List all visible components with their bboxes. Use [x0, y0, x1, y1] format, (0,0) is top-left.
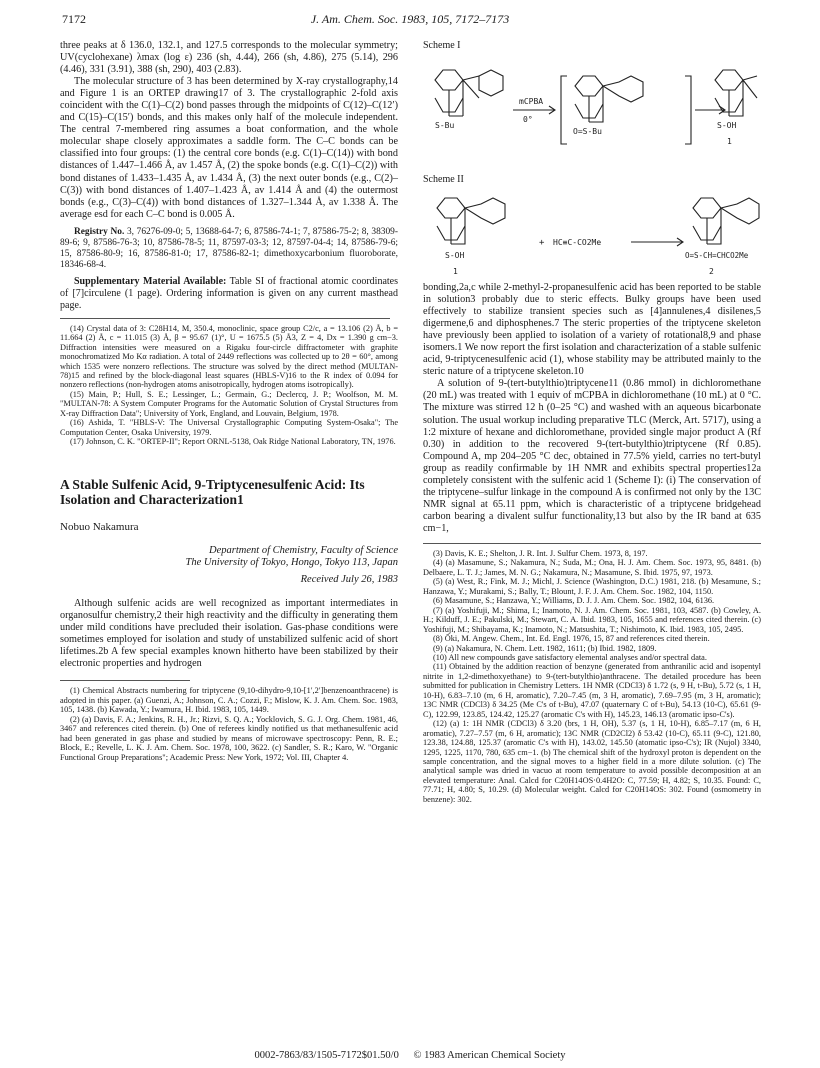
author: Nobuo Nakamura [60, 520, 139, 533]
triptycene-structure [575, 76, 643, 122]
footer-code: 0002-7863/83/1505-7172$01.50/0 [254, 1050, 399, 1061]
scheme-2-compound-1: 1 [453, 267, 458, 277]
triptycene-structure [437, 198, 505, 244]
supplementary-material [60, 276, 398, 312]
footnote: (16) Ashida, T. "HBLS-V: The Universal Crystallographic Computing System-Osaka"; The Computation Center, Osaka University, 1979. [60, 418, 398, 437]
scheme-2-product-label: O=S-CH=CHCO2Me [685, 251, 749, 261]
footnote-rule [60, 318, 390, 319]
triptycene-structure [715, 70, 757, 116]
scheme-1-diagram [423, 52, 761, 162]
scheme-1-label: Scheme I [423, 40, 461, 51]
footnote: (12) (a) 1: 1H NMR (CDCl3) δ 3.20 (brs, 1 H, OH), 5.37 (s, 1 H, 10-H), 6.85–7.17 (m, 6 H, aromatic), 7.27–7.57 (m, 6 H, aromatic); 13C NMR (CD2Cl2) δ 53.42 (10-C), 65.11 (9-C), 121.80, 123.38, 124.88, 125.37 (aromatic C's with H), 143.02, 145.50 (atomatic ipso-C's); IR (Nujol) 3340, 1295, 1225, 1170, 780, 635 cm−1. (b) The chemical shift of the hydroxyl proton is dependent on the sample concentration, and the signal moves to a higher field in a more dilute solution. (c) The analytical sample was dried in vacuo at room temperature to avoid possible decomposition at an elevated temperature: Anal. Calcd for C20H14OS·0.4H2O: C, 77.59; H, 4.82; S, 10.35. Found: C, 77.71; H, 4.80; S, 10.29. (d) Molecular weight. Calcd for C20H14OS: 302. Found (osmometry in benzene): 302. [423, 719, 761, 804]
affiliation-univ: The University of Tokyo, Hongo, Tokyo 113, Japan [185, 557, 398, 569]
footnotes-block [60, 324, 398, 447]
body-paragraph: The molecular structure of 3 has been determined by X-ray crystallography,14 and Figure 1 is an ORTEP drawing17 of 3. The crystallographic 2-fold axis coincident with the C(1)–C(2) bond passes through the midpoints of C(12)–C(12′) and C(15)–C(15′) bonds, and this makes only half of the molecule independent. The central 7-membered ring assumes a boat conformation, and the whole molecular shape closely approximates a saddle form. The C–C bonds can be classified into four groups: (1) the central core bonds (e.g. C(1)–C(14)) with bond distances of 1.447–1.466 Å, av 1.457 Å, (2) the spoke bonds (e.g. C(1)–C(2)) with bond distanes of 1.433–1.435 Å, av 1.434 Å, (3) the next outer bonds (e.g., C(2)–C(3)) with bond distances of 1.407–1.423 Å, av 1.414 Å and (4) the outermost bonds (e.g., C(3)–C(4)) with bond distances of 1.327–1.344 Å, av 1.338 Å. The average esd for each C–C bond is 0.005 Å. [60, 76, 398, 220]
scheme-1-label-soh: S-OH [717, 121, 737, 131]
registry-text: 3, 76276-09-0; 5, 13688-64-7; 6, 87586-74-1; 7, 87586-75-2; 8, 38309-89-6; 9, 87586-76-3; 10, 87586-78-5; 11, 87597-03-3; 12, 87597-04-4; 14, 87586-79-6; 15, 87586-80-9; 16, 87586-81-0; 17, 87586-82-1; dimethoxycarbonium fluoroborate, 18346-68-4. [60, 226, 398, 270]
scheme-2-compound-2: 2 [709, 267, 714, 277]
footnote: (1) Chemical Abstracts numbering for triptycene (9,10-dihydro-9,10-[1′,2′]benzenoanthracene) is adopted in this paper. (a) Guenzi, A.; Johnson, C. A.; Cozzi, F.; Mislow, K. J. Am. Chem. Soc. 1983, 105, 1438. (b) Kawada, Y.; Iwamura, H. Ibid. 1983, 105, 1449. [60, 686, 398, 715]
footnote: (9) (a) Nakamura, N. Chem. Lett. 1982, 1611; (b) Ibid. 1982, 1809. [433, 643, 657, 653]
left-column [60, 40, 398, 762]
scheme-2-plus: + [539, 238, 545, 249]
footnote: (14) Crystal data of 3: C28H14, M, 350.4, monoclinic, space group C2/c, a = 13.106 (2) Å, b = 11.664 (2) Å, c = 11.015 (3) Å, β = 95.67 (1)°, U = 1675.5 (5) Å3, Z = 4, Dx = 1.390 g cm−3. Diffraction intensities were measured on a Rigaku four-circle diffractometer with graphite monochromatized Mo Kα radiation. A total of 2449 reflections was collected up to 2θ = 60°, among which 1535 were nonzero reflections. The structure was solved by the direct method (MULTAN-78)15 and refined by the block-diagonal least squares (HBLS-V)16 to the R index of 0.094 for nonzero reflections (non-hydrogen atoms anisotropically, hydrogen atoms isotropically). [60, 323, 398, 390]
article-title: A Stable Sulfenic Acid, 9-Triptycenesulfenic Acid: Its Isolation and Characterization1 [60, 476, 365, 507]
footnote: (6) Masamune, S.; Hanzawa, Y.; Williams, D. J. J. Am. Chem. Soc. 1982, 104, 6136. [433, 596, 715, 606]
right-column-body [423, 282, 761, 804]
scheme-2-label: Scheme II [423, 174, 464, 186]
registry-numbers [60, 227, 398, 271]
footnote: (4) (a) Masamune, S.; Nakamura, N.; Suda, M.; Ona, H. J. Am. Chem. Soc. 1973, 95, 8481. (b) Delbaere, L. T. J.; James, M. N. G.; Nakamura, N.; Masamune, S. Ibid. 1975, 97, 1973. [423, 558, 761, 577]
footnote-rule [423, 543, 761, 544]
footnote-rule [60, 680, 190, 681]
body-paragraph: Although sulfenic acids are well recognized as important intermediates in organosulfur chemistry,2 their high reactivity and the difficulty in generating them under mild conditions have precluded their isolation. Gas-phase conditions were sometimes employed for isolation and study of unstabilized sulfenic acid of short lifetimes.2b A few special examples known hitherto have been stabilized by their electronic properties and hydrogen [60, 598, 398, 670]
footnote: (15) Main, P.; Hull, S. E.; Lessinger, L.; Germain, G.; Declercq, J. P.; Woolfson, M. M. "MULTAN-78: A System Computer Programs for the Automatic Solution of Crystal Structures from X-ray Diffraction Data"; University of York, England, and Louvain, Belgium, 1978. [60, 389, 398, 418]
scheme-2-reagent: HC≡C-CO2Me [553, 238, 602, 248]
registry-label: Registry No. [74, 226, 125, 237]
footnote: (10) All new compounds gave satisfactory elemental analyses and/or spectral data. [433, 652, 707, 662]
footnotes-block [423, 549, 761, 804]
supplementary-text: Table SI of fractional atomic coordinates of [7]circulene (1 page). Ordering information is given on any current masthead page. [60, 275, 398, 311]
footnote: (11) Obtained by the addition reaction of benzyne (generated from anthranilic acid and isopentyl nitrite in 1,2-dimethoxyethane) to 9-(tert-butylthio)anthracene. The detailed procedure has been submitted for publication in Chemistry Letters. 1H NMR (CDCl3) δ 1.72 (s, 9 H, t-Bu), 5.72 (s, 1 H, 10-H), 6.83–7.10 (m, 6 H, aromatic), 7.20–7.45 (m, 3 H, aromatic), 7.69–7.95 (m, 3 H, aromatic); 13C NMR (CDCl3) δ 34.25 (Me C's of t-Bu), 47.07 (quaternary C of t-Bu), 54.13 (10-C), 65.61 (9-C), 122.99, 123.85, 124.42, 125.27 (aromatic C's with H), 145.23, 146.13 (aromatic ipso-C's). [423, 662, 761, 719]
footnote: (5) (a) West, R.; Fink, M. J.; Michl, J. Science (Washington, D.C.) 1981, 218. (b) Mesamune, S.; Hanzawa, Y.; Murakami, S.; Bally, T.; Blount, J. F. J. Am. Chem. Soc. 1982, 104, 1150. [423, 577, 761, 596]
scheme-1-label-sbu: S-Bu [435, 121, 455, 131]
received-date: Received July 26, 1983 [300, 573, 398, 585]
body-paragraph: bonding,2a,c while 2-methyl-2-propanesulfenic acid has been reported to be stable in solution3 probably due to steric effects. Bulky groups have been used effectively to stabilize transient species such as [4]annulenes,4 disilenes,5 digermene,6 and diphosphenes.7 The steric properties of the triptycene skeleton have previously been applied to isolation of a variety of rotational8,9 and phase isomers.1 We now report the first isolation and characterization of a stable sulfenic acid, 9-triptycenesulfenic acid (1), whose stability may be attributed mainly to the steric nature of a triptycene skeleton.10 [423, 282, 761, 378]
body-paragraph: three peaks at δ 136.0, 132.1, and 127.5 corresponds to the molecular symmetry; UV(cyclohexane) λmax (log ε) 236 (sh, 4.44), 266 (sh, 4.86), 275 (5.14), 296 (4.46), 331 (3.91), 388 (sh, 290), 403 (2.83). [60, 40, 398, 76]
right-column [423, 40, 761, 290]
footnotes-block [60, 686, 398, 762]
body-paragraph: A solution of 9-(tert-butylthio)triptycene11 (0.86 mmol) in dichloromethane (20 mL) was treated with 1 equiv of mCPBA in dichloromethane (10 mL) at 0 °C. The mixture was stirred 12 h (0–25 °C) and washed with an aqueous bicarbonate solution. The usual workup including preparative TLC (Merck, Art. 5717), using a 1:2 mixture of hexane and dichloromethane, provided single major product A (Rf 0.30) in addition to the recovered 9-(tert-butylthio)triptycene (Rf 0.85). Compound A, mp 204–205 °C dec, obtained in 77.5% yield, carries no tert-butyl group as readily confirmable by 1H NMR and exhibits spectral properties12a completely consistent with the sulfenic acid 1 (Scheme I): (i) The conservation of the triptycene–sulfur linkage in the compound A is confirmed not only by the 13C NMR signal at 65.11 ppm, which is characteristic of a triptycene bridgehead carbon bearing a divalent sulfur functionality,13 but also by the IR band at 635 cm−1, [423, 378, 761, 534]
journal-header: J. Am. Chem. Soc. 1983, 105, 7172–7173 [310, 12, 510, 26]
footnote: (3) Davis, K. E.; Shelton, J. R. Int. J. Sulfur Chem. 1973, 8, 197. [433, 548, 648, 558]
scheme-2-label-soh: S-OH [445, 251, 465, 261]
footnote: (8) Ōki, M. Angew. Chem., Int. Ed. Engl. 1976, 15, 87 and references cited therein. [433, 634, 710, 644]
supplementary-label: Supplementary Material Available: [74, 275, 227, 287]
footnote: (2) (a) Davis, F. A.; Jenkins, R. H., Jr.; Rizvi, S. Q. A.; Yocklovich, S. G. J. Org. Chem. 1981, 46, 3467 and references cited therein. (b) One of referees kindly notified us that methanesulfenic acid had been generated in gas phase and studied by means of microwave spectroscopy: Penn, R. E.; Block, E.; Revelle, L. K. J. Am. Chem. Soc. 1978, 100, 3622. (c) Sandler, S. R.; Karo, W. "Organic Functional Group Preparations"; Academic Press: New York, 1972; Vol. III, Chapter 4. [60, 714, 398, 762]
affiliation-dept: Department of Chemistry, Faculty of Science [209, 544, 398, 556]
triptycene-structure [693, 198, 759, 244]
scheme-2-diagram [423, 186, 761, 286]
scheme-1-reagent: mCPBA [519, 97, 544, 107]
scheme-1-label-osbu: O=S-Bu [573, 127, 602, 137]
footer-copyright: © 1983 American Chemical Society [413, 1050, 566, 1061]
footnote: (17) Johnson, C. K. "ORTEP-II"; Report ORNL-5138, Oak Ridge National Laboratory, TN, 1976. [70, 437, 396, 447]
footnote: (7) (a) Yoshifuji, M.; Shima, I.; Inamoto, N. J. Am. Chem. Soc. 1981, 103, 4587. (b) Cowley, A. H.; Kilduff, J. E.; Pakulski, M.; Stewart, C. A. Ibid. 1983, 105, 1655 and references cited therein. (c) Yoshifuji, M.; Shibayama, K.; Inamoto, N.; Matsushita, T.; Nishimoto, K. Ibid. 1983, 105, 2495. [423, 605, 761, 634]
scheme-1-compound-number: 1 [727, 137, 732, 147]
page-footer [0, 1050, 820, 1061]
page-number: 7172 [62, 12, 86, 26]
triptycene-structure [435, 70, 503, 116]
scheme-1-temperature: 0° [523, 115, 533, 125]
